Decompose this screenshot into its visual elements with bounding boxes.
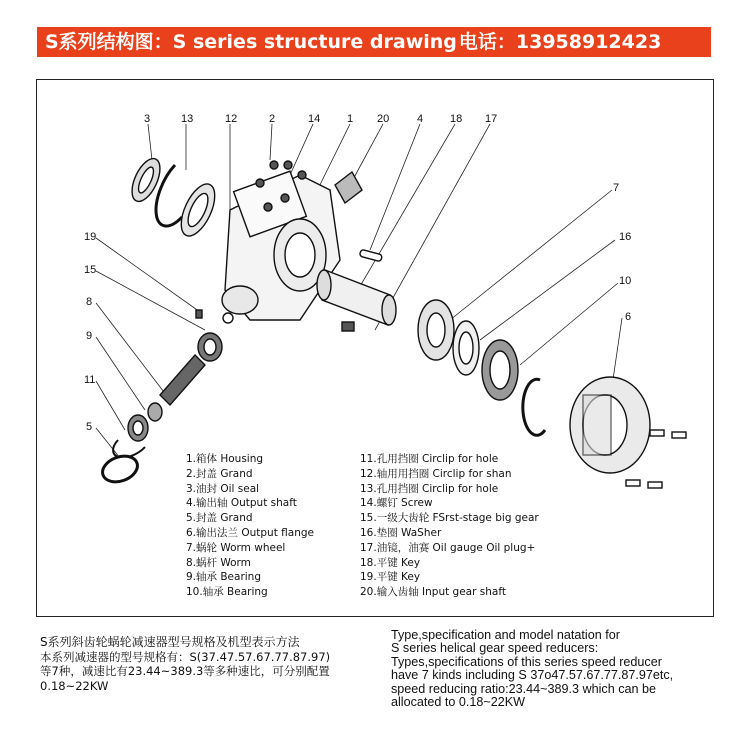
legend-item: 11.孔用挡圈 Circlip for hole [360, 453, 499, 465]
english-spec-note [391, 629, 721, 709]
legend-item: 18.平键 Key [360, 556, 421, 569]
legend-item: 5.封盖 Grand [186, 512, 253, 525]
legend-item: 4.输出轴 Output shaft [186, 497, 297, 510]
legend-item: 14.螺钉 Screw [360, 497, 433, 510]
legend-item: 1.箱体 Housing [186, 453, 264, 465]
legend-item: 6.输出法兰 Output flange [186, 526, 314, 539]
legend-item: 8.蜗杆 Worm [186, 556, 251, 569]
legend-item: 13.孔用挡圈 Circlip for hole [360, 482, 499, 495]
chinese-note-heading: S系列斜齿轮蜗轮减速器型号规格及机型表示方法 [40, 635, 300, 649]
english-note-line: allocated to 0.18~22KW [391, 695, 526, 710]
legend-item: 2.封盖 Grand [186, 467, 253, 480]
parts [99, 155, 686, 488]
legend-item: 3.油封 Oil seal [186, 482, 260, 495]
english-note-line: Types,specifications of this series speed reducer [391, 654, 662, 669]
callout-labels [84, 113, 631, 433]
callout-18: 18 [450, 113, 463, 125]
callout-13: 13 [181, 113, 194, 125]
legend-item: 9.轴承 Bearing [186, 571, 262, 584]
callout-20: 20 [377, 113, 390, 125]
legend-item: 20.输入齿轴 Input gear shaft [360, 586, 506, 599]
callout-3: 3 [144, 113, 151, 125]
legend-item: 15.一级大齿轮 FSrst-stage big gear [360, 512, 539, 525]
legend-left [186, 452, 314, 600]
callout-4: 4 [417, 113, 424, 125]
legend-item: 17.油镜，油赛 Oil gauge Oil plug+ [360, 541, 536, 554]
callout-14: 14 [308, 113, 321, 125]
callout-11: 11 [84, 374, 96, 386]
legend-item: 16.垫圈 WaSher [360, 526, 442, 539]
legend-item: 19.平键 Key [360, 571, 421, 584]
legend-item: 12.轴用用挡圈 Circlip for shan [360, 467, 512, 480]
callout-1: 1 [347, 113, 354, 125]
legend-right [360, 452, 539, 600]
callout-5: 5 [86, 421, 93, 433]
english-note-line: Type,specification and model natation for [391, 628, 620, 642]
callout-12: 12 [225, 113, 238, 125]
callout-7: 7 [613, 182, 620, 194]
chinese-note-line: 本系列减速器的型号规格有：S(37.47.57.67.77.87.97) [40, 649, 331, 664]
chinese-note-line: 0.18~22KW [40, 678, 109, 693]
english-note-line: speed reducing ratio:23.44~389.3 which can be [391, 681, 657, 696]
callout-17: 17 [485, 113, 498, 125]
chinese-note-line: 等7种，减速比有23.44~389.3等多种速比，可分别配置 [40, 664, 330, 678]
legend-item: 7.蜗轮 Worm wheel [186, 541, 286, 554]
legend-item: 10.轴承 Bearing [186, 586, 268, 599]
callout-15: 15 [84, 264, 97, 276]
callout-9: 9 [86, 330, 93, 342]
callout-6: 6 [625, 311, 632, 323]
callout-2: 2 [269, 113, 276, 125]
english-note-line: have 7 kinds including S 37o47.57.67.77.87.97etc, [391, 668, 674, 683]
banner-title: S系列结构图：S series structure drawing [45, 31, 457, 53]
callout-8: 8 [86, 296, 93, 308]
banner-phone: 电话：13958912423 [458, 31, 662, 53]
callout-10: 10 [619, 275, 632, 287]
callout-16: 16 [619, 231, 632, 243]
english-note-line: S series helical gear speed reducers: [391, 641, 599, 656]
callout-19: 19 [84, 231, 97, 243]
chinese-spec-note [40, 635, 370, 693]
